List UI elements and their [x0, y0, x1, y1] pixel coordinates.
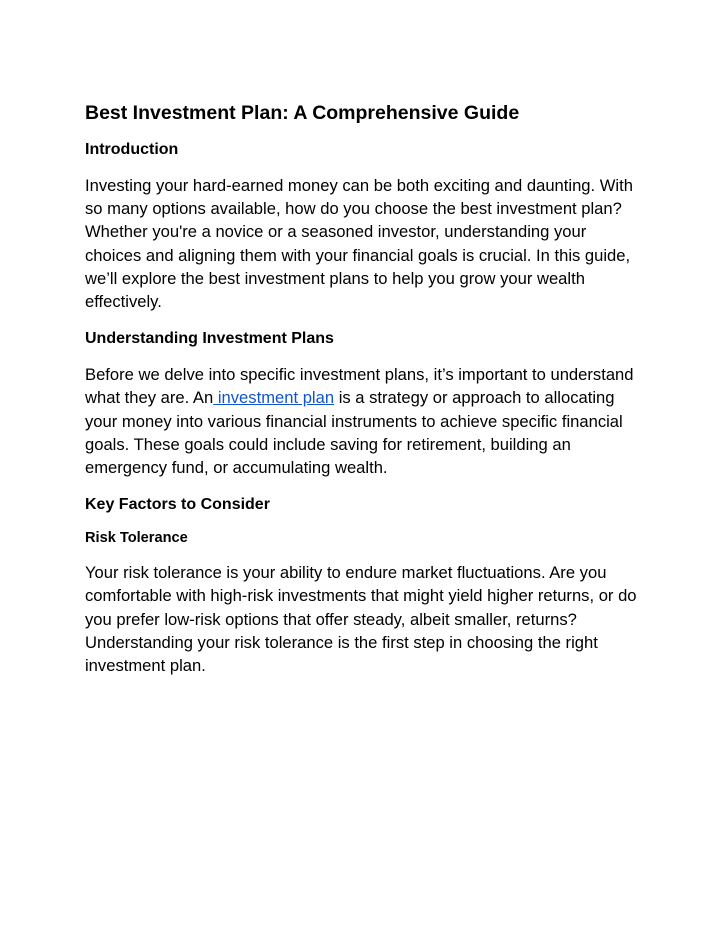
spacer: [85, 313, 645, 327]
spacer: [85, 517, 645, 527]
section-heading-understanding: Understanding Investment Plans: [85, 330, 334, 348]
section-heading-key-factors: Key Factors to Consider: [85, 496, 270, 514]
spacer: [85, 479, 645, 493]
spacer: [85, 128, 645, 138]
section-introduction: [85, 138, 645, 313]
understanding-text-before-link: Before we delve into specific investment plans, it’s important to understand what they are. An: [85, 365, 634, 408]
document-page: [85, 98, 645, 677]
spacer: [85, 351, 645, 363]
section-heading-introduction: Introduction: [85, 141, 179, 158]
understanding-text-after-link: is a strategy or approach to allocating your money into various financial instruments to achieve specific financial goals. These goals could include saving for retirement, building an emergency fund, or accumulating wealth.: [85, 388, 623, 478]
understanding-paragraph: [85, 363, 645, 479]
document-title: Best Investment Plan: A Comprehensive Guide: [85, 102, 520, 124]
section-key-factors: [85, 493, 645, 677]
introduction-paragraph: Investing your hard-earned money can be both exciting and daunting. With so many options available, how do you choose the best investment plan? Whether you're a novice or a seasoned investor, understanding your choices and aligning them with your financial goals is crucial. In this guide, we’ll explore the best investment plans to help you grow your wealth effectively.: [85, 176, 633, 312]
investment-plan-link[interactable]: investment plan: [213, 388, 335, 408]
risk-tolerance-paragraph: Your risk tolerance is your ability to endure market fluctuations. Are you comfortable with high-risk investments that might yield higher returns, or do you prefer low-risk options that offer steady, albeit smaller, returns? Understanding your risk tolerance is the first step in choosing the right investment plan.: [85, 563, 637, 676]
subsection-heading-risk-tolerance: Risk Tolerance: [85, 530, 188, 547]
spacer: [85, 162, 645, 174]
spacer: [85, 549, 645, 561]
section-understanding-investment-plans: [85, 327, 645, 479]
